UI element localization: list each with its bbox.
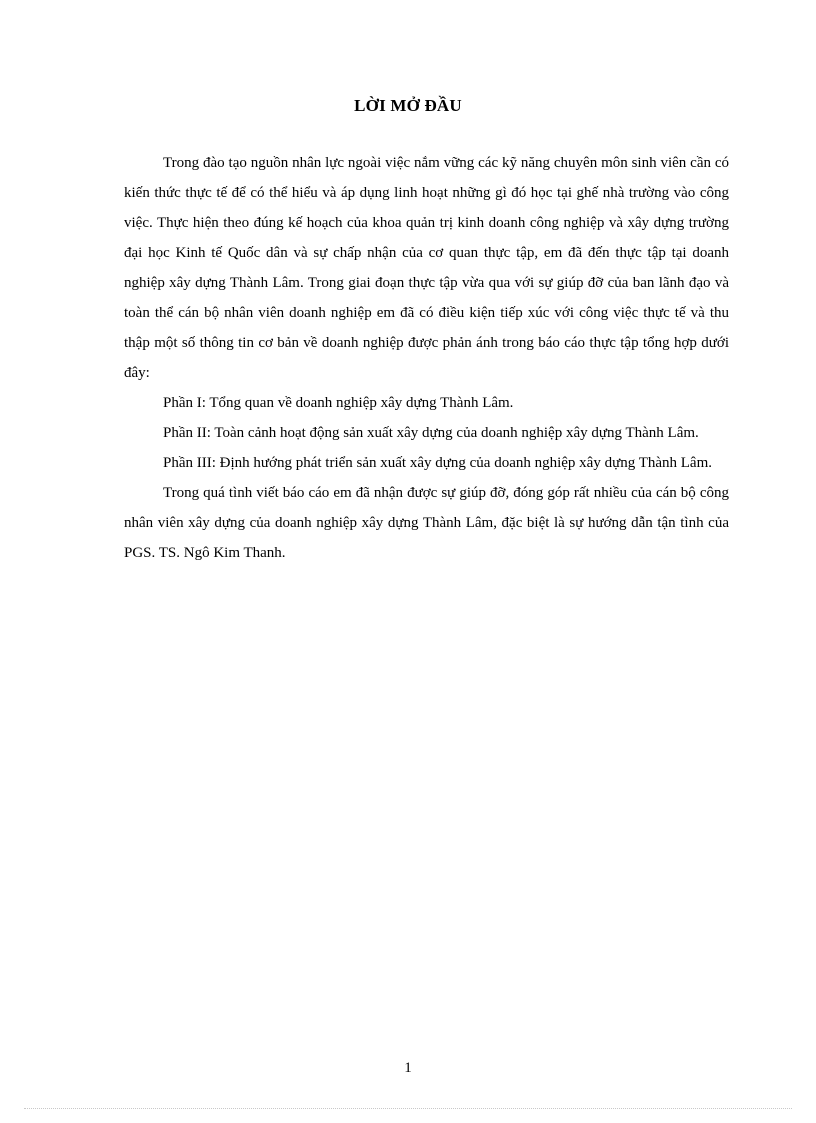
document-body [124, 148, 729, 568]
document-title: LỜI MỞ ĐẦU [354, 96, 462, 115]
page-bottom-divider [24, 1108, 792, 1109]
paragraph-part-3: Phần III: Định hướng phát triển sản xuất xây dựng của doanh nghiệp xây dựng Thành Lâm. [163, 455, 713, 471]
paragraph-acknowledgement: Trong quá tình viết báo cáo em đã nhận được sự giúp đỡ, đóng góp rất nhiều của cán bộ công nhân viên xây dựng của doanh nghiệp xây dựng Thành Lâm, đặc biệt là sự hướng dẫn tận tình của PGS. TS. Ngô Kim Thanh. [124, 485, 729, 561]
page-number: 1 [404, 1060, 412, 1076]
paragraph-part-1: Phần I: Tổng quan về doanh nghiệp xây dựng Thành Lâm. [163, 395, 514, 411]
paragraph-introduction: Trong đào tạo nguồn nhân lực ngoài việc nắm vững các kỹ năng chuyên môn sinh viên cần có kiến thức thực tế để có thể hiểu và áp dụng linh hoạt những gì đó học tại ghế nhà trường vào công việc. Thực hiện theo đúng kế hoạch của khoa quản trị kinh doanh công nghiệp và xây dựng trường đại học Kinh tế Quốc dân và sự chấp nhận của cơ quan thực tập, em đã đến thực tập tại doanh nghiệp xây dựng Thành Lâm. Trong giai đoạn thực tập vừa qua với sự giúp đỡ của ban lãnh đạo và toàn thể cán bộ nhân viên doanh nghiệp em đã có điều kiện tiếp xúc với công việc thực tế và thu thập một số thông tin cơ bản về doanh nghiệp được phản ánh trong báo cáo thực tập tổng hợp dưới đây: [124, 155, 729, 381]
paragraph-part-2: Phần II: Toàn cảnh hoạt động sản xuất xây dựng của doanh nghiệp xây dựng Thành Lâm. [163, 425, 699, 441]
